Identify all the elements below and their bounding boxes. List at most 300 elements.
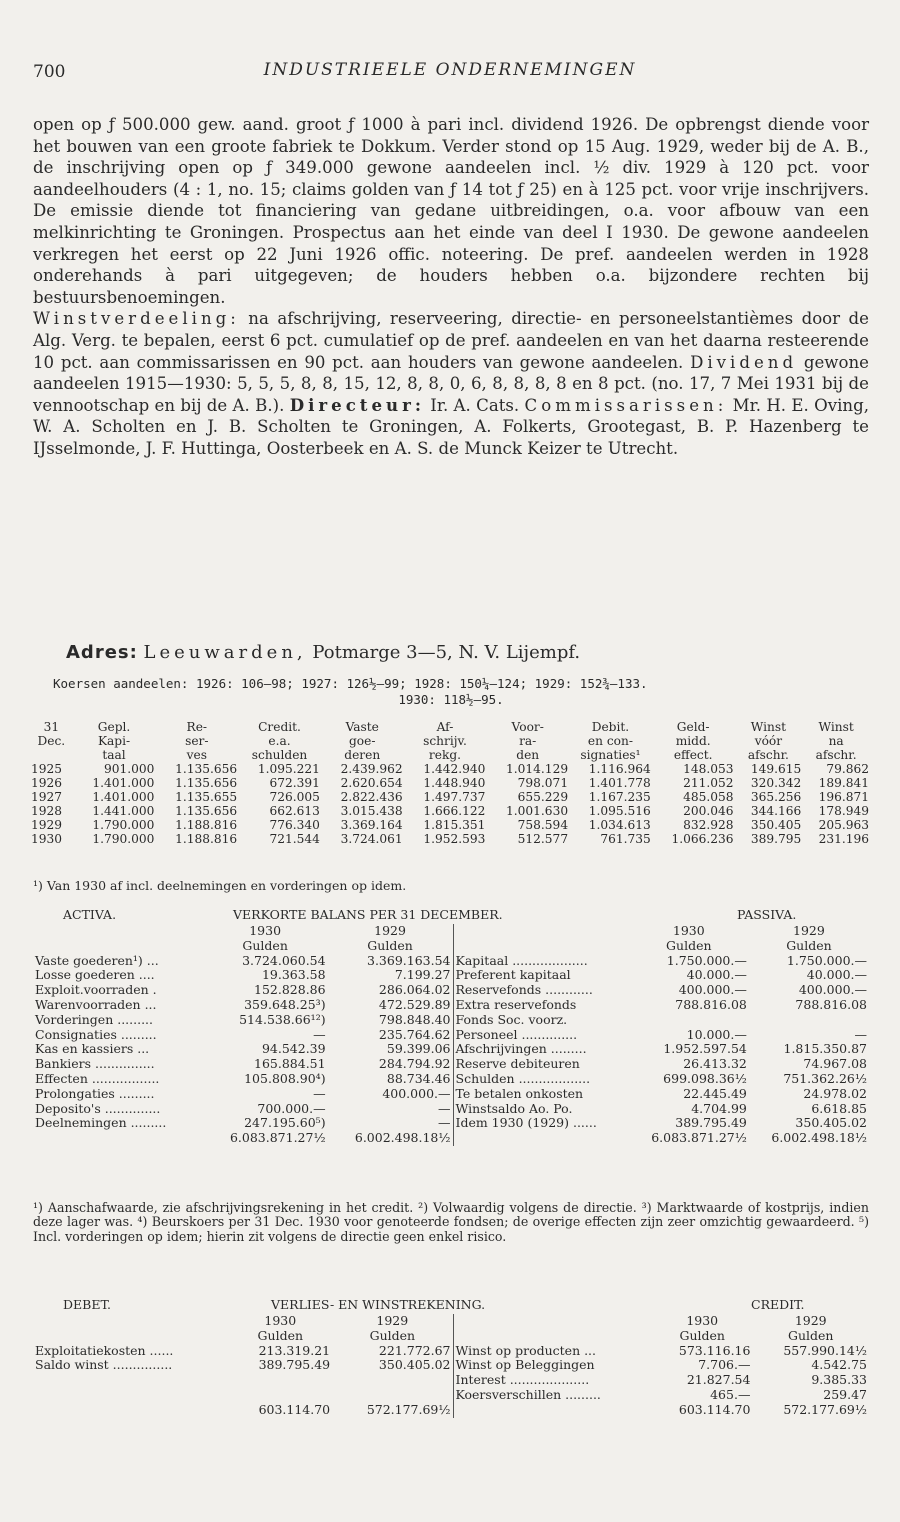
- value-1930: 788.816.08: [675, 996, 747, 1012]
- spacer-cell: [33, 1403, 228, 1418]
- spacer-cell: [454, 1314, 653, 1329]
- financial-header-cell: schulden: [251, 748, 308, 762]
- spacer-cell: [454, 1131, 629, 1146]
- activa-row: [33, 1013, 453, 1028]
- value-1929: 4.542.75: [811, 1357, 867, 1373]
- value-1930: 4.704.99: [691, 1100, 747, 1116]
- value-1929: —: [438, 1115, 451, 1131]
- share-prices-line1: Koersen aandeelen: 1926: 106—98; 1927: 126½—99; 1928: 150¼—124; 1929: 152¾—133.: [53, 676, 648, 691]
- total-1929: 572.177.69½: [366, 1401, 451, 1417]
- value-1929: 40.000.—: [806, 967, 867, 983]
- spacer-cell: [33, 1314, 228, 1329]
- value-1930: 94.542.39: [261, 1041, 326, 1057]
- item-label: Exploitatiekosten ......: [35, 1342, 174, 1358]
- financial-row: [30, 804, 870, 818]
- financial-cell: 1929: [31, 818, 63, 832]
- financial-cell: 1925: [31, 762, 63, 776]
- financial-cell: 672.391: [269, 776, 320, 790]
- item-label: Schulden ..................: [455, 1070, 591, 1086]
- financial-cell: 365.256: [750, 790, 802, 804]
- value-1929: 1.750.000.—: [786, 952, 867, 968]
- financial-cell: 196.871: [818, 790, 869, 804]
- financial-cell: 798.071: [517, 776, 569, 790]
- financial-cell: 832.928: [683, 818, 734, 832]
- item-label: Prolongaties .........: [35, 1085, 155, 1101]
- financial-header-cell: Kapi-: [97, 734, 131, 748]
- debet-table: [33, 1314, 453, 1418]
- financial-cell: 148.053: [683, 762, 734, 776]
- item-label: Deposito's ..............: [35, 1100, 161, 1116]
- credit-row: [454, 1344, 870, 1359]
- value-1929: 74.967.08: [803, 1056, 867, 1072]
- spacer-cell: [33, 1329, 228, 1344]
- financial-header-cell: ser-: [185, 734, 209, 748]
- financial-row: [30, 762, 870, 776]
- blank-row: [33, 1373, 453, 1388]
- year-1929: 1929: [794, 1313, 827, 1328]
- item-label: Kapitaal ...................: [455, 952, 588, 968]
- address-rest: Potmarge 3—5, N. V. Lijempf.: [312, 642, 581, 663]
- financial-table-footnote: ¹) Van 1930 af incl. deelnemingen en vorderingen op idem.: [33, 878, 407, 893]
- body-line: opbrengst diende voor het bouwen van een groote fabriek te Dokkum.: [33, 115, 869, 156]
- credit-label: CREDIT.: [751, 1297, 805, 1312]
- unit-label: Gulden: [369, 1327, 416, 1343]
- activa-row: [33, 1057, 453, 1072]
- value-1930: 389.795.49: [675, 1115, 747, 1131]
- unit-label: Gulden: [679, 1327, 725, 1343]
- value-1929: 88.734.46: [386, 1070, 451, 1086]
- unit-row: [33, 1329, 453, 1344]
- balance-columns: [33, 924, 869, 1146]
- value-1930: 165.884.51: [254, 1056, 326, 1072]
- address-label: Adres:: [66, 642, 138, 663]
- pl-columns: [33, 1314, 869, 1418]
- passiva-label: PASSIVA.: [737, 907, 797, 922]
- financial-header-cell: 31: [43, 720, 60, 734]
- spacer-cell: [33, 939, 203, 954]
- financial-header-cell: Vaste: [345, 720, 379, 734]
- financial-header-cell: schrijv.: [423, 734, 467, 748]
- total-row: [454, 1131, 870, 1146]
- item-label: Warenvoorraden ...: [35, 996, 157, 1012]
- financial-cell: 721.544: [269, 832, 320, 846]
- passiva-row: [454, 998, 870, 1013]
- total-row: [33, 1403, 453, 1418]
- financial-header-cell: rekg.: [428, 748, 462, 762]
- financial-header-cell: ra-: [519, 734, 537, 748]
- credit-row: [454, 1388, 870, 1403]
- year-1930: 1930: [672, 923, 705, 938]
- commissarissen-text: Mr. H. E. Oving, W. A. Scholten en J. B. Scholten te Groningen, A. Folkerts, Grootegast, B. P. Hazenberg te IJsselmonde, J. F. Huttinga, Oosterbeek en A. S. de Munck Keizer te Utrecht.: [33, 395, 869, 458]
- value-1930: 400.000.—: [678, 982, 747, 998]
- value-1929: 284.794.92: [378, 1056, 451, 1072]
- value-1930: 22.445.49: [683, 1085, 747, 1101]
- financial-cell: 1926: [31, 776, 63, 790]
- financial-cell: 1.952.593: [423, 832, 486, 846]
- balance-notes: ¹) Aanschafwaarde, zie afschrijvingsrekening in het credit. ²) Volwaardig volgens de directie. ³) Marktwaarde of kostprijs, indien deze lager was. ⁴) Beurskoers per 31 Dec. 1930 voor genoteerde fondsen; de overige effecten zijn zeer omzichtig gewaardeerd. ⁵) Incl. vorderingen op idem; hierin zit volgens de directie geen enkel risico.: [33, 1200, 869, 1244]
- value-1929: 400.000.—: [382, 1085, 451, 1101]
- item-label: Effecten .................: [35, 1070, 160, 1086]
- financial-header-row: [30, 720, 870, 734]
- winstverdeeling-text: na afschrijving, reserveering, directie- en personeelstantièmes door de Alg. Verg. te bepalen, eerst 6 pct. cumulatief op de pref. aandeelen en van het daarna resteerende 10 pct. aan commissarissen en 90 pct. aan houders van gewone aandeelen.: [33, 309, 869, 372]
- value-1930: 359.648.25³): [244, 996, 326, 1012]
- financial-header-cell: Credit.: [258, 720, 301, 734]
- value-1929: 557.990.14½: [783, 1342, 867, 1358]
- value-1930: 389.795.49: [258, 1357, 331, 1373]
- year-row: [33, 1314, 453, 1329]
- activa-row: [33, 983, 453, 998]
- financial-header-row: [30, 748, 870, 762]
- page-header: [33, 60, 867, 88]
- body-line: open op ƒ 500.000 gew. aand. groot ƒ 1000 à pari incl. dividend 1926. De: [33, 115, 669, 134]
- value-1929: 3.369.163.54: [367, 952, 451, 968]
- value-1929: 9.385.33: [811, 1372, 867, 1388]
- passiva-row: [454, 983, 870, 998]
- activa-label: ACTIVA.: [63, 907, 117, 922]
- activa-row: [33, 1116, 453, 1131]
- value-1930: 19.363.58: [261, 967, 326, 983]
- value-1929: 788.816.08: [795, 996, 867, 1012]
- credit-table: [454, 1314, 870, 1418]
- item-label: Deelnemingen .........: [35, 1115, 167, 1131]
- body-line: ƒ 349.000 gewone aandeelen incl. ½ div. 1929 à 120 pct. voor aandeelhouders: [33, 158, 869, 199]
- financial-header-cell: Re-: [186, 720, 208, 734]
- value-1930: 3.724.060.54: [242, 952, 326, 968]
- financial-cell: 389.795: [750, 832, 802, 846]
- total-1929: 6.002.498.18½: [354, 1130, 451, 1146]
- passiva-row: [454, 1028, 870, 1043]
- financial-table-header: [30, 720, 870, 762]
- financial-header-cell: Gepl.: [97, 720, 131, 734]
- item-label: Reservefonds ............: [455, 982, 593, 998]
- passiva-column: [454, 924, 870, 1146]
- financial-cell: 512.577: [517, 832, 569, 846]
- financial-cell: 1.014.129: [506, 762, 569, 776]
- body-line: (4 : 1, no. 15; claims golden van ƒ 14 tot ƒ 25) en à 125 pct. voor vrije: [172, 179, 760, 199]
- financial-cell: 3.724.061: [340, 832, 403, 846]
- financial-cell: 231.196: [818, 832, 869, 846]
- financial-header-cell: midd.: [675, 734, 711, 748]
- spacer-cell: [454, 939, 629, 954]
- spacer-cell: [33, 1131, 203, 1146]
- financial-cell: 1.790.000: [92, 832, 155, 846]
- total-row: [454, 1403, 870, 1418]
- value-1930: 7.706.—: [698, 1357, 751, 1373]
- value-1930: 1.750.000.—: [666, 952, 747, 968]
- financial-cell: 1.666.122: [423, 804, 486, 818]
- passiva-row: [454, 1116, 870, 1131]
- activa-row: [33, 1028, 453, 1043]
- financial-cell: 3.015.438: [340, 804, 403, 818]
- financial-row: [30, 776, 870, 790]
- credit-row: [454, 1358, 870, 1373]
- directeur-text: Ir. A. Cats.: [430, 395, 520, 415]
- financial-cell: 211.052: [683, 776, 734, 790]
- financial-header-cell: Winst: [818, 720, 854, 734]
- item-label: Te betalen onkosten: [455, 1085, 584, 1101]
- financial-header-cell: den: [516, 748, 540, 762]
- profit-loss-account: [33, 1298, 869, 1418]
- dividend-text: gewone aandeelen 1915—1930: 5, 5, 5, 8, 8, 15, 12, 8, 8, 0, 6, 8, 8, 8, 8 en 8 pct. (no. 17, 7 Mei 1931 bij de vennootschap en bij de A. B.).: [33, 352, 869, 415]
- financial-table-body: [30, 762, 870, 846]
- financial-cell: 1.135.656: [175, 776, 238, 790]
- value-1930: 699.098.36½: [663, 1070, 747, 1086]
- share-prices-line2: 1930: 118½—95.: [398, 692, 504, 707]
- credit-row: [454, 1373, 870, 1388]
- activa-row: [33, 1102, 453, 1117]
- financial-cell: 1927: [31, 790, 63, 804]
- financial-header-cell: Af-: [436, 720, 454, 734]
- company-description: [33, 114, 869, 460]
- financial-header-cell: Geld-: [676, 720, 710, 734]
- financial-cell: 1930: [31, 832, 63, 846]
- value-1929: 6.618.85: [811, 1100, 867, 1116]
- financial-header-cell: effect.: [673, 748, 713, 762]
- financial-cell: 1.401.000: [92, 790, 155, 804]
- financial-cell: 1.188.816: [175, 818, 238, 832]
- financial-header-cell: na: [828, 734, 844, 748]
- debet-label: DEBET.: [63, 1297, 111, 1312]
- financial-cell: 205.963: [818, 818, 869, 832]
- passiva-row: [454, 954, 870, 969]
- value-1930: 465.—: [710, 1386, 751, 1402]
- item-label: Interest ....................: [455, 1372, 590, 1388]
- financial-header-cell: afschr.: [815, 748, 857, 762]
- activa-column: [33, 924, 454, 1146]
- item-label: Idem 1930 (1929) ......: [455, 1115, 597, 1131]
- total-1929: 6.002.498.18½: [771, 1130, 867, 1146]
- value-1929: 235.764.62: [378, 1026, 451, 1042]
- item-label: Reserve debiteuren: [455, 1056, 580, 1072]
- financial-header-cell: Debit.: [591, 720, 630, 734]
- address-line: [66, 641, 866, 665]
- debet-row: [33, 1344, 453, 1359]
- financial-row: [30, 818, 870, 832]
- year-row: [33, 924, 453, 939]
- balance-sheet: [33, 908, 869, 1146]
- unit-row: [33, 939, 453, 954]
- financial-header-cell: vóór: [754, 734, 783, 748]
- year-1929: 1929: [376, 1313, 409, 1328]
- financial-cell: 726.005: [269, 790, 320, 804]
- financial-cell: 1.401.778: [588, 776, 651, 790]
- total-1930: 6.083.871.27½: [651, 1130, 747, 1146]
- passiva-row: [454, 1013, 870, 1028]
- item-label: Koersverschillen .........: [455, 1386, 601, 1402]
- financial-header-cell: Dec.: [37, 734, 66, 748]
- spacer-cell: [454, 1329, 653, 1344]
- balance-caption: [33, 908, 869, 924]
- commissarissen-label: Commissarissen:: [524, 395, 728, 415]
- financial-cell: 1.442.940: [423, 762, 486, 776]
- total-1929: 572.177.69½: [783, 1401, 867, 1417]
- passiva-table: [454, 924, 870, 1146]
- unit-label: Gulden: [242, 937, 288, 953]
- financial-header-cell: taal: [102, 748, 126, 762]
- item-label: Consignaties .........: [35, 1026, 157, 1042]
- passiva-row: [454, 1102, 870, 1117]
- value-1930: 40.000.—: [686, 967, 747, 983]
- value-1929: 24.978.02: [803, 1085, 867, 1101]
- financial-cell: 79.862: [826, 762, 869, 776]
- financial-cell: 1.116.964: [588, 762, 651, 776]
- financial-cell: 1.034.613: [588, 818, 651, 832]
- value-1929: 286.064.02: [378, 982, 451, 998]
- financial-cell: 901.000: [104, 762, 155, 776]
- activa-table: [33, 924, 453, 1146]
- financial-header-cell: [30, 748, 73, 762]
- value-1930: —: [313, 1085, 326, 1101]
- activa-row: [33, 968, 453, 983]
- unit-label: Gulden: [787, 1327, 834, 1343]
- body-line: o.a. voor afbouw van een melkinrichting te Groningen. Prospectus aan het: [33, 201, 869, 242]
- financial-header-cell: afschr.: [747, 748, 789, 762]
- year-1930: 1930: [686, 1313, 719, 1328]
- winstverdeeling-label: Winstverdeeling:: [33, 309, 240, 329]
- passiva-row: [454, 968, 870, 983]
- value-1929: 1.815.350.87: [783, 1041, 867, 1057]
- year-1929: 1929: [374, 923, 406, 938]
- item-label: Kas en kassiers ...: [35, 1041, 150, 1057]
- financial-cell: 1.790.000: [92, 818, 155, 832]
- activa-row: [33, 1072, 453, 1087]
- financial-header-cell: ves: [186, 748, 207, 762]
- year-1930: 1930: [264, 1313, 297, 1328]
- unit-label: Gulden: [786, 937, 832, 953]
- value-1930: [629, 1013, 749, 1028]
- item-label: Winst op producten ...: [455, 1342, 597, 1358]
- unit-label: Gulden: [666, 937, 712, 953]
- financial-cell: 761.735: [600, 832, 651, 846]
- financial-cell: 1.135.656: [175, 762, 238, 776]
- financial-cell: 1.001.630: [506, 804, 569, 818]
- financial-header-cell: deren: [344, 748, 381, 762]
- value-1930: 26.413.32: [683, 1056, 747, 1072]
- financial-cell: 1.066.236: [671, 832, 734, 846]
- financial-cell: 1.095.516: [588, 804, 651, 818]
- unit-label: Gulden: [257, 1327, 304, 1343]
- value-1929: 350.405.02: [795, 1115, 867, 1131]
- financial-cell: 320.342: [750, 776, 802, 790]
- intro-text: [33, 114, 869, 308]
- financial-header-cell: en con-: [587, 734, 633, 748]
- year-1930: 1930: [249, 923, 282, 938]
- value-1930: 152.828.86: [254, 982, 326, 998]
- financial-cell: 1.401.000: [92, 776, 155, 790]
- value-1930: 700.000.—: [257, 1100, 326, 1116]
- item-label: Vorderingen .........: [35, 1011, 153, 1027]
- unit-row: [454, 1329, 870, 1344]
- spacer-cell: [454, 1403, 653, 1418]
- financial-cell: 2.620.654: [340, 776, 403, 790]
- financial-header-cell: e.a.: [268, 734, 291, 748]
- body-line: Verder stond op 15 Aug. 1929, weder bij de A. B., de inschrijving open op: [33, 136, 869, 178]
- financial-cell: 2.439.962: [340, 762, 403, 776]
- financial-row: [30, 832, 870, 846]
- passiva-row: [454, 1042, 870, 1057]
- pl-title: VERLIES- EN WINSTREKENING.: [271, 1297, 486, 1312]
- financial-cell: 1.167.235: [588, 790, 651, 804]
- value-1929: [749, 1013, 869, 1028]
- debet-column: [33, 1314, 454, 1418]
- financial-cell: 200.046: [683, 804, 734, 818]
- passiva-row: [454, 1072, 870, 1087]
- activa-row: [33, 1042, 453, 1057]
- directeur-label: Directeur:: [289, 394, 425, 415]
- item-label: Vaste goederen¹) ...: [35, 952, 159, 968]
- item-label: Losse goederen ....: [35, 967, 155, 983]
- body-line: bestuursbenoemingen.: [33, 287, 226, 307]
- total-1930: 603.114.70: [678, 1401, 751, 1417]
- running-title: INDUSTRIEELE ONDERNEMINGEN: [263, 60, 637, 80]
- financial-header-row: [30, 734, 870, 748]
- value-1929: 7.199.27: [394, 967, 451, 983]
- value-1929: 798.848.40: [378, 1011, 451, 1027]
- value-1930: 105.808.90⁴): [244, 1070, 326, 1086]
- financial-cell: 758.594: [517, 818, 569, 832]
- value-1929: 751.362.26½: [783, 1070, 867, 1086]
- financial-cell: 1.497.737: [423, 790, 486, 804]
- value-1929: 221.772.67: [378, 1342, 451, 1358]
- total-1930: 6.083.871.27½: [229, 1130, 326, 1146]
- unit-label: Gulden: [367, 937, 413, 953]
- financial-cell: 1.188.816: [175, 832, 238, 846]
- financial-cell: 1.441.000: [92, 804, 155, 818]
- item-label: Bankiers ...............: [35, 1056, 155, 1072]
- address-place: Leeuwarden,: [143, 642, 307, 663]
- total-row: [33, 1131, 453, 1146]
- year-row: [454, 924, 870, 939]
- total-1930: 603.114.70: [258, 1401, 331, 1417]
- financial-cell: 189.841: [818, 776, 869, 790]
- financial-cell: 1.135.655: [175, 790, 238, 804]
- financial-cell: 1.448.940: [423, 776, 486, 790]
- financial-cell: 344.166: [750, 804, 802, 818]
- value-1930: 1.952.597.54: [663, 1041, 747, 1057]
- blank-row: [33, 1388, 453, 1403]
- financial-cell: 655.229: [517, 790, 569, 804]
- financial-cell: 776.340: [269, 818, 320, 832]
- item-label: Extra reservefonds: [455, 996, 577, 1012]
- financial-header-cell: goe-: [349, 734, 376, 748]
- winstverdeeling-para: [33, 308, 869, 459]
- financial-cell: 1.135.656: [175, 804, 238, 818]
- body-line: einde van deel I 1930. De gewone aandeelen verkregen het eerst: [33, 222, 869, 264]
- credit-column: [454, 1314, 870, 1418]
- value-1929: —: [854, 1026, 867, 1042]
- financial-row: [30, 790, 870, 804]
- unit-row: [454, 939, 870, 954]
- financial-header-cell: Winst: [750, 720, 786, 734]
- value-1930: —: [313, 1026, 326, 1042]
- page-number: 700: [33, 62, 66, 82]
- item-label: Fonds Soc. voorz.: [455, 1011, 568, 1027]
- blank-cell: [33, 1373, 228, 1388]
- value-1929: 259.47: [823, 1386, 867, 1402]
- activa-row: [33, 954, 453, 969]
- financial-cell: 2.822.436: [340, 790, 403, 804]
- financial-summary-table: [30, 720, 870, 846]
- financial-cell: 178.949: [818, 804, 869, 818]
- financial-header-cell: signaties¹: [580, 748, 641, 762]
- financial-cell: 1.095.221: [257, 762, 320, 776]
- spacer-cell: [33, 924, 203, 939]
- passiva-row: [454, 1057, 870, 1072]
- financial-cell: 149.615: [750, 762, 802, 776]
- item-label: Exploit.voorraden .: [35, 982, 157, 998]
- spacer-cell: [454, 924, 629, 939]
- financial-cell: 1.815.351: [423, 818, 486, 832]
